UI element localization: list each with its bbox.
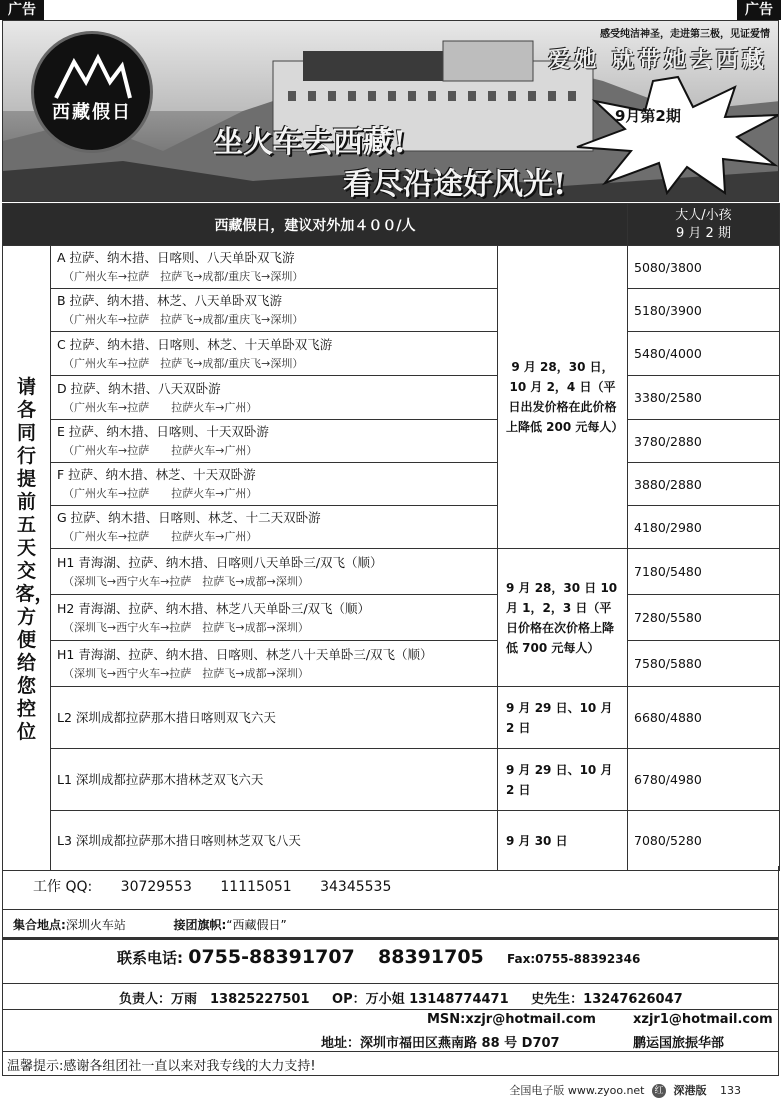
route-title: G 拉萨、纳木措、日喀则、林芝、十二天双卧游	[57, 510, 321, 525]
price-h1: 7180/5480	[628, 549, 780, 595]
header-price-unit: 大人/小孩	[675, 207, 732, 223]
route-sub: （广州火车→拉萨 拉萨飞→成都/重庆飞→深圳）	[63, 313, 304, 326]
price-h1b: 7580/5880	[628, 641, 780, 687]
ad-label-right: 广告	[737, 0, 781, 20]
price-table	[2, 203, 780, 871]
page-number: 133	[720, 1084, 741, 1097]
ad-label-left: 广告	[0, 0, 44, 20]
price-h2: 7280/5580	[628, 595, 780, 641]
email-address: xzjr1@hotmail.com	[633, 1012, 773, 1027]
route-sub: （广州火车→拉萨 拉萨火车→广州）	[63, 444, 258, 457]
banner-title-line2: 看尽沿途好风光!	[343, 167, 567, 202]
route-a	[51, 246, 498, 289]
route-sub: （广州火车→拉萨 拉萨火车→广州）	[63, 400, 258, 414]
route-title: H1 青海湖、拉萨、纳木措、日喀则、林芝八十天单卧三/双飞（顺）	[57, 646, 433, 662]
page-footer	[509, 1082, 741, 1098]
route-title: H1 青海湖、拉萨、纳木措、日喀则八天单卧三/双飞（顺）	[57, 554, 383, 570]
route-sub: （深圳飞→西宁火车→拉萨 拉萨飞→成都→深圳）	[63, 666, 309, 680]
mail-address-row	[2, 1010, 779, 1052]
route-title: E 拉萨、纳木措、日喀则、十天双卧游	[57, 424, 269, 439]
price-l3: 7080/5280	[628, 811, 780, 871]
route-l1	[51, 749, 498, 811]
street-address: 地址：深圳市福田区燕南路 88 号 D707	[321, 1036, 560, 1051]
flag-value: “西藏假日”	[226, 918, 287, 932]
route-h1	[51, 549, 498, 595]
route-l3	[51, 811, 498, 871]
route-h2	[51, 595, 498, 641]
op-contact: OP：万小姐 13148774471	[332, 992, 509, 1007]
slogan-mid: 爱她 就带她去西藏	[548, 48, 768, 73]
msn-address: MSN:xzjr@hotmail.com	[427, 1012, 596, 1027]
group-date-2: 9 月 28，30 日 10 月 1，2，3 日（平日价格在次价格上降低 700 元每人）	[498, 549, 628, 687]
region-text: 深港版	[673, 1084, 707, 1097]
tel-row	[2, 940, 779, 984]
route-title: F 拉萨、纳木措、林芝、十天双卧游	[57, 467, 256, 482]
date-l3: 9 月 30 日	[498, 811, 628, 871]
qq-label: 工作 QQ:	[33, 879, 93, 895]
route-title: L1 深圳成都拉萨那木措林芝双飞六天	[57, 772, 264, 787]
date-l2: 9 月 29 日、10 月 2 日	[498, 687, 628, 749]
tel-number-1: 0755-88391707	[188, 946, 355, 968]
starburst-icon	[575, 75, 779, 195]
tel-label: 联系电话:	[117, 949, 183, 967]
red-badge-icon: 红	[652, 1084, 666, 1098]
route-title: A 拉萨、纳木措、日喀则、八天单卧双飞游	[57, 250, 295, 265]
organization-name: 鹏运国旅振华部	[633, 1036, 725, 1051]
route-b	[51, 289, 498, 332]
group-date-1: 9 月 28，30 日，10 月 2，4 日（平日出发价格在此价格上降低 200 元每人）	[498, 246, 628, 549]
xizang-holiday-logo	[31, 31, 153, 153]
warm-tip: 温馨提示:感谢各组团社一直以来对我专线的大力支持!	[2, 1052, 779, 1076]
route-sub: （广州火车→拉萨 拉萨火车→广州）	[63, 530, 258, 543]
mountain-icon	[52, 52, 132, 102]
price-f: 3880/2880	[628, 463, 780, 506]
route-sub: （广州火车→拉萨 拉萨飞→成都/重庆飞→深圳）	[63, 356, 304, 370]
banner-title-line1: 坐火车去西藏!	[213, 125, 407, 160]
price-g: 4180/2980	[628, 506, 780, 549]
qq-number-2: 11115051	[220, 879, 292, 895]
edition-text: 全国电子版 www.zyoo.net	[509, 1084, 645, 1097]
route-f	[51, 463, 498, 506]
date-l1: 9 月 29 日、10 月 2 日	[498, 749, 628, 811]
route-l2	[51, 687, 498, 749]
person-row	[2, 984, 779, 1010]
side-note	[3, 246, 54, 871]
shi-contact: 史先生：13247626047	[531, 992, 683, 1007]
route-d	[51, 376, 498, 420]
table-header-title: 西藏假日，建议对外加４００/人	[3, 204, 628, 246]
header-issue: 9 月 2 期	[676, 225, 731, 241]
tel-number-2: 88391705	[378, 946, 484, 968]
fax-number: Fax:0755-88392346	[507, 952, 641, 966]
route-e	[51, 420, 498, 463]
route-sub: （深圳飞→西宁火车→拉萨 拉萨飞→成都→深圳）	[63, 574, 309, 588]
manager-contact: 负责人：万雨 13825227501	[119, 992, 310, 1007]
route-c	[51, 332, 498, 376]
logo-text: 西藏假日	[52, 102, 132, 123]
table-header-right	[628, 204, 780, 246]
price-a: 5080/3800	[628, 246, 780, 289]
price-d: 3380/2580	[628, 376, 780, 420]
route-h1b	[51, 641, 498, 687]
meet-label: 集合地点:	[13, 918, 66, 932]
side-note-text: 请各同行提前五天交客，方便给您控位	[15, 376, 54, 743]
meet-value: 深圳火车站	[65, 918, 126, 932]
meet-row	[2, 910, 779, 940]
issue-label: 9月第2期	[615, 107, 681, 125]
route-title: C 拉萨、纳木措、日喀则、林芝、十天单卧双飞游	[57, 336, 333, 352]
slogan-small: 感受纯洁神圣，走进第三极，见证爱情	[600, 29, 770, 40]
route-sub: （广州火车→拉萨 拉萨飞→成都/重庆飞→深圳）	[63, 270, 304, 283]
qq-number-3: 34345535	[320, 879, 392, 895]
price-b: 5180/3900	[628, 289, 780, 332]
route-sub: （广州火车→拉萨 拉萨火车→广州）	[63, 487, 258, 500]
price-c: 5480/4000	[628, 332, 780, 376]
route-title: L2 深圳成都拉萨那木措日喀则双飞六天	[57, 710, 276, 725]
route-title: B 拉萨、纳木措、林芝、八天单卧双飞游	[57, 293, 283, 308]
route-title: D 拉萨、纳木措、八天双卧游	[57, 380, 221, 396]
flag-label: 接团旗帜:	[173, 918, 227, 932]
route-g	[51, 506, 498, 549]
route-sub: （深圳飞→西宁火车→拉萨 拉萨飞→成都→深圳）	[63, 620, 309, 634]
price-l1: 6780/4980	[628, 749, 780, 811]
qq-row	[2, 866, 779, 910]
route-title: L3 深圳成都拉萨那木措日喀则林芝双飞八天	[57, 833, 301, 848]
banner	[2, 20, 779, 202]
price-l2: 6680/4880	[628, 687, 780, 749]
route-title: H2 青海湖、拉萨、纳木措、林芝八天单卧三/双飞（顺）	[57, 600, 371, 616]
qq-number-1: 30729553	[120, 879, 192, 895]
price-e: 3780/2880	[628, 420, 780, 463]
